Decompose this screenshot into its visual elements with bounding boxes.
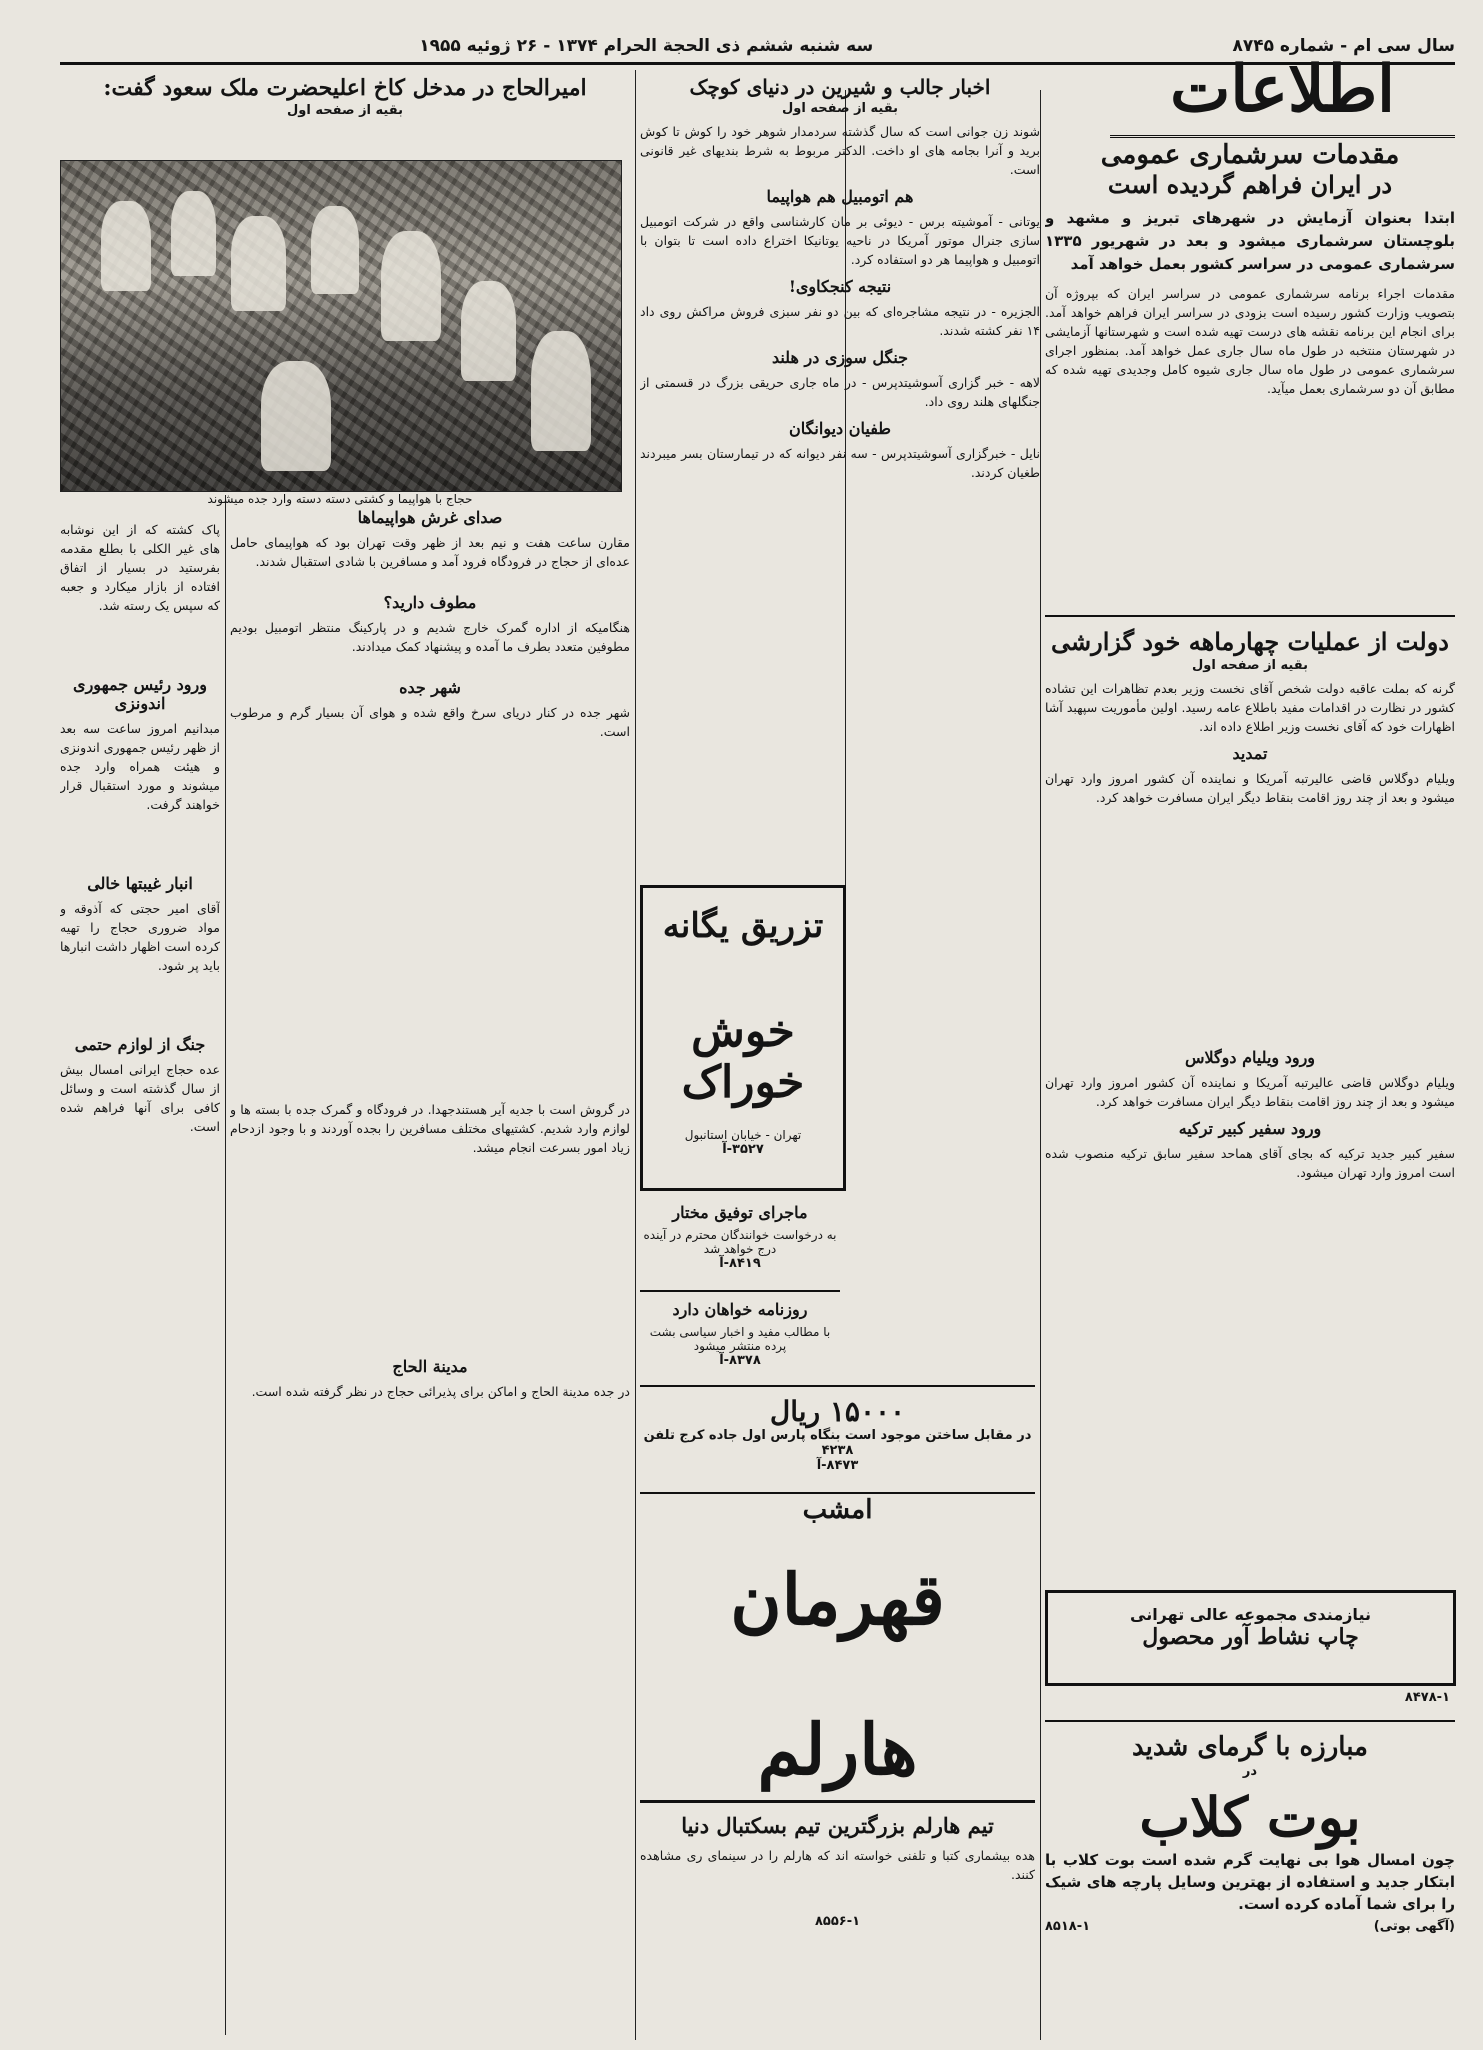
ad-reward-body: در مقابل ساختن موجود است بنگاه پارس اول جاده کرج تلفن ۴۲۳۸ [643,1428,1032,1458]
madina-haj-body: در جده مدینة الحاج و اماکن برای پذیرائی حجاج در نظر گرفته شده است. [251,1384,630,1399]
ad-tazrigh-code: ۳۵۲۷-آ [722,1142,764,1157]
small-world-headline: اخبار جالب و شیرین در دنیای کوچک [689,75,991,99]
douglas-article [1045,1040,1455,1400]
ad-cinema-tonight: امشب [802,1495,873,1525]
bootclub-headline: مبارزه با گرمای شدید [1132,1732,1368,1762]
census-body: مقدمات اجراء برنامه سرشماری عمومی در سراسر ایران که بپروژه آن بتصویب وزارت کشور رسیده است بزودی در سراسر ایران فراهم خواهد آمد. برای انجام این برنامه نقشه های درست تهیه شده است و شهرستانها آزمایشی در شهرستان منتخبه در طول ماه سال جاری عمل خواهد آمد. بمنظور اجرای سرشماری عمومی در طول ماه سال جاری شیوه کامل وجدیدی تهیه شده که مطابق آن دو سرشماری بعمل میآید. [1045,286,1455,396]
amir-haj-headline: امیرالحاج در مدخل کاخ اعلیحضرت ملک سعود گفت: [103,75,587,101]
ad-rooznameh-body: با مطالب مفید و اخبار سیاسی بشت پرده منتشر میشود [649,1325,831,1353]
census-lead: ابتدا بعنوان آزمایش در شهرهای تبریز و مشهد و بلوچستان سرشماری میشود و بعد در شهریور ۱۳۳۵ سرشماری عمومی در سراسر کشور بعمل خواهد آمد [1045,209,1455,273]
indonesia-body: مبدانیم امروز ساعت سه بعد از ظهر رئیس جمهوری اندونزی و هیئت همراه وارد جده میشوند و مورد استقبال قرار خواهند گرفت. [60,721,220,812]
indonesia-headline: ورود رئیس جمهوری اندونزی [73,675,207,713]
war-headline: جنگ از لوازم حتمی [74,1035,206,1054]
ad-cinema-title: قهرمان هارلم [730,1558,945,1791]
ad-basketball-title: تیم هارلم بزرگترین تیم بسکتبال دنیا [681,1813,994,1838]
amir-haj-body: در گروش است با جدیه آیر هستندجهدا. در فرودگاه و گمرک جده با بسته ها و لوازم وارد شدیم. کشتیهای مختلف مسافرین را بجده آوردند و با وجود ازدحام زیاد امور بسرعت انجام میشد. [230,1102,630,1155]
guide-body: هنگامیکه از اداره گمرک خارج شدیم و در پارکینگ منتظر اتومبیل بودیم مطوفین متعدد بطرف ما آمده و پیشنهاد کمک میدادند. [230,620,630,654]
forest-fire-headline: جنگل سوزی در هلند [771,348,909,367]
car-plane-body: یوتانی - آموشیته برس - دیوئی بر مان کارشناسی واقع در شرکت اتومبیل سازی جنرال موتور آمریکا در ناحیه یوتانیکا اختراع داده است تا بتوان با اتومبیل و هواپیما هر دو استفاده کرد. [640,214,1040,267]
paper-logo: اطلاعات [1170,52,1395,127]
small-world-sub: بقیه از صفحه اول [782,101,898,116]
bootclub-tag: (آگهی بوتی) [1373,1919,1455,1934]
ad-reward [640,1385,1035,1494]
ad-tofigh-code: ۸۴۱۹-آ [719,1256,761,1271]
ad-basketball [640,1800,1035,2033]
turkey-body: سفیر کبیر جدید ترکیه که بجای آقای هماحد سفیر سابق ترکیه منصوب شده است امروز وارد تهران میشود. [1045,1146,1455,1180]
ad-reward-title: ۱۵۰۰۰ ریال [769,1395,906,1428]
ad-tazrigh-line: تهران - خیابان استانبول [684,1128,802,1142]
column-rule [225,495,226,2035]
ad-tofigh-body: به درخواست خوانندگان محترم در آینده درج خواهد شد [643,1228,837,1256]
small-world-article [640,75,1040,880]
douglas-headline: ورود ویلیام دوگلاس [1184,1048,1316,1067]
govt-report-body: گرنه که بملت عاقبه دولت شخص آقای نخست وزیر بعدم تظاهرات این تشاده کشور در نظارت در اقدامات مفید باطلاع عامه رسید. اولین مأموریت سپهبد آشا اظهارات خود که آقای نخست وزیر اطلاع داده اند. [1045,681,1455,734]
photo-caption: حجاج با هواپیما و کشتی دسته دسته وارد جده میشوند [207,492,473,506]
curiosity-headline: نتیجه کنجکاوی! [788,277,892,296]
column-rule [635,70,636,2040]
ad-aftab [1045,1590,1456,1686]
madina-haj-headline: مدینة الحاج [392,1357,468,1376]
ad-cinema [640,1495,1035,1795]
bootclub-body: چون امسال هوا بی نهایت گرم شده است بوت کلاب با ابتکار جدید و استفاده از بهترین وسایل پارچه های شیک را برای شما آماده کرده است. [1045,1851,1455,1913]
madmen-body: نایل - خبرگزاری آسوشیتدپرس - سه نفر دیوانه که در تیمارستان بسر میبردند طغیان کردند. [640,446,1040,480]
storage-headline: انبار غیبتها خالی [87,874,193,893]
ad-basketball-body: هده بیشماری کتبا و تلفنی خواسته اند که هارلم را در سینمای ری مشاهده کنند. [640,1848,1035,1882]
tamdid-headline: تمدید [1232,744,1268,763]
madmen-headline: طفیان دیوانگان [788,419,892,438]
ad-rooznameh-title: روزنامه خواهان دارد [672,1300,808,1319]
planes-roar-body: مقارن ساعت هفت و نیم بعد از ظهر وقت تهران بود که هواپیمای حامل عده‌ای از حجاج در فرودگاه فرود آمد و مسافرین با شادی استقبال شدند. [230,535,630,569]
storage-body: آقای امیر حجتی که آذوقه و مواد ضروری حجاج را تهیه کرده است اظهار داشت انبارها باید پر شود. [60,901,220,973]
car-plane-headline: هم اتومبیل هم هواپیما [766,187,914,206]
ad-rooznameh-code: ۸۳۷۸-آ [719,1353,761,1368]
ad-reward-code: ۸۴۷۳-آ [816,1458,859,1473]
amir-haj-header [60,75,630,160]
forest-fire-body: لاهه - خبر گزاری آسوشیتدپرس - در ماه جاری حریقی بزرگ در قسمتی از جنگلهای هلند روی داد. [640,375,1040,409]
ad-bootclub [1045,1720,1455,2032]
census-headline: مقدمات سرشماری عمومی [1100,140,1400,170]
ad-aftab-line1: نیازمندی مجموعه عالی تهرانی [1130,1605,1371,1624]
turkey-headline: ورود سفیر کبیر ترکیه [1178,1119,1322,1138]
ad-aftab-code: ۸۴۷۸-۱ [1404,1690,1450,1705]
douglas-body: ویلیام دوگلاس قاضی عالیرتبه آمریکا و نماینده آن کشور امروز وارد تهران میشود و بعد از چند روز اقامت بنقاط دیگر ایران مسافرت خواهد کرد. [1045,1075,1455,1109]
issue-info: سال سی ام - شماره ۸۷۴۵ [1232,36,1455,56]
ad-basketball-code: ۸۵۵۶-۱ [814,1914,861,1929]
small-world-body: شوند زن جوانی است که سال گذشته سردمدار شوهر خود را کوش تا کوش برید و آنرا بجامه های او داخت. الدکتر مربوط به شرط بندیهای غیر قانونی است. [640,124,1040,177]
amir-haj-body-b: پاک کشته که از این نوشابه های غیر الکلی با بطلع مقدمه بفرستید در بسیار از اتفاق افتاده از بازار میکارد و جعبه که سپس یک رسته شد. [60,522,220,613]
amir-haj-continued [230,1100,630,1500]
ad-tazrigh-sub: خوش خوراک [681,1006,805,1108]
amir-haj-left-column [60,520,220,2030]
column-rule [1040,90,1041,2040]
war-body: عده حجاج ایرانی امسال بیش از سال گذشته است و وسائل کافی برای آنها فراهم شده است. [60,1062,220,1134]
guide-headline: مطوف دارید؟ [383,593,477,612]
jeddah-headline: شهر جده [399,678,461,697]
bootclub-brand: بوت کلاب [1139,1785,1361,1849]
curiosity-body: الجزیره - در نتیجه مشاجره‌ای که بین دو نفر سبزی فروش مراکش روی داد ۱۴ نفر کشته شدند. [640,304,1040,338]
govt-report-headline: دولت از عملیات چهارماهه خود گزارشی [1051,627,1449,656]
bootclub-in: در [1242,1764,1258,1779]
date-line: سه شنبه ششم ذی الحجة الحرام ۱۳۷۴ - ۲۶ ژوئیه ۱۹۵۵ [419,36,874,56]
pilgrims-photo [60,160,622,492]
jeddah-body: شهر جده در کنار دریای سرخ واقع شده و هوای آن بسیار گرم و مرطوب است. [230,705,630,739]
census-headline-2: در ایران فراهم گردیده است [1107,170,1393,199]
ad-tofigh-title: ماجرای توفیق مختار [672,1203,808,1222]
ad-tazrigh [640,885,846,1191]
paper-title-block [1110,50,1455,138]
planes-roar-headline: صدای غرش هواپیماها [357,508,503,527]
ad-tazrigh-title: تزریق یگانه [662,906,824,946]
govt-report-article [1045,615,1455,1037]
govt-report-sub: بقیه از صفحه اول [1192,658,1308,673]
bootclub-code: ۸۵۱۸-۱ [1045,1919,1091,1934]
amir-haj-sub: بقیه از صفحه اول [287,103,403,118]
ad-tofigh [640,1195,840,1285]
douglas-body-short: ویلیام دوگلاس قاضی عالیرتبه آمریکا و نماینده آن کشور امروز وارد تهران میشود و بعد از چند روز اقامت بنقاط دیگر ایران مسافرت خواهد کرد. [1045,771,1455,805]
ad-aftab-line2: چاپ نشاط آور محصول [1142,1624,1359,1650]
ad-rooznameh [640,1290,840,1382]
census-article [1045,140,1455,610]
